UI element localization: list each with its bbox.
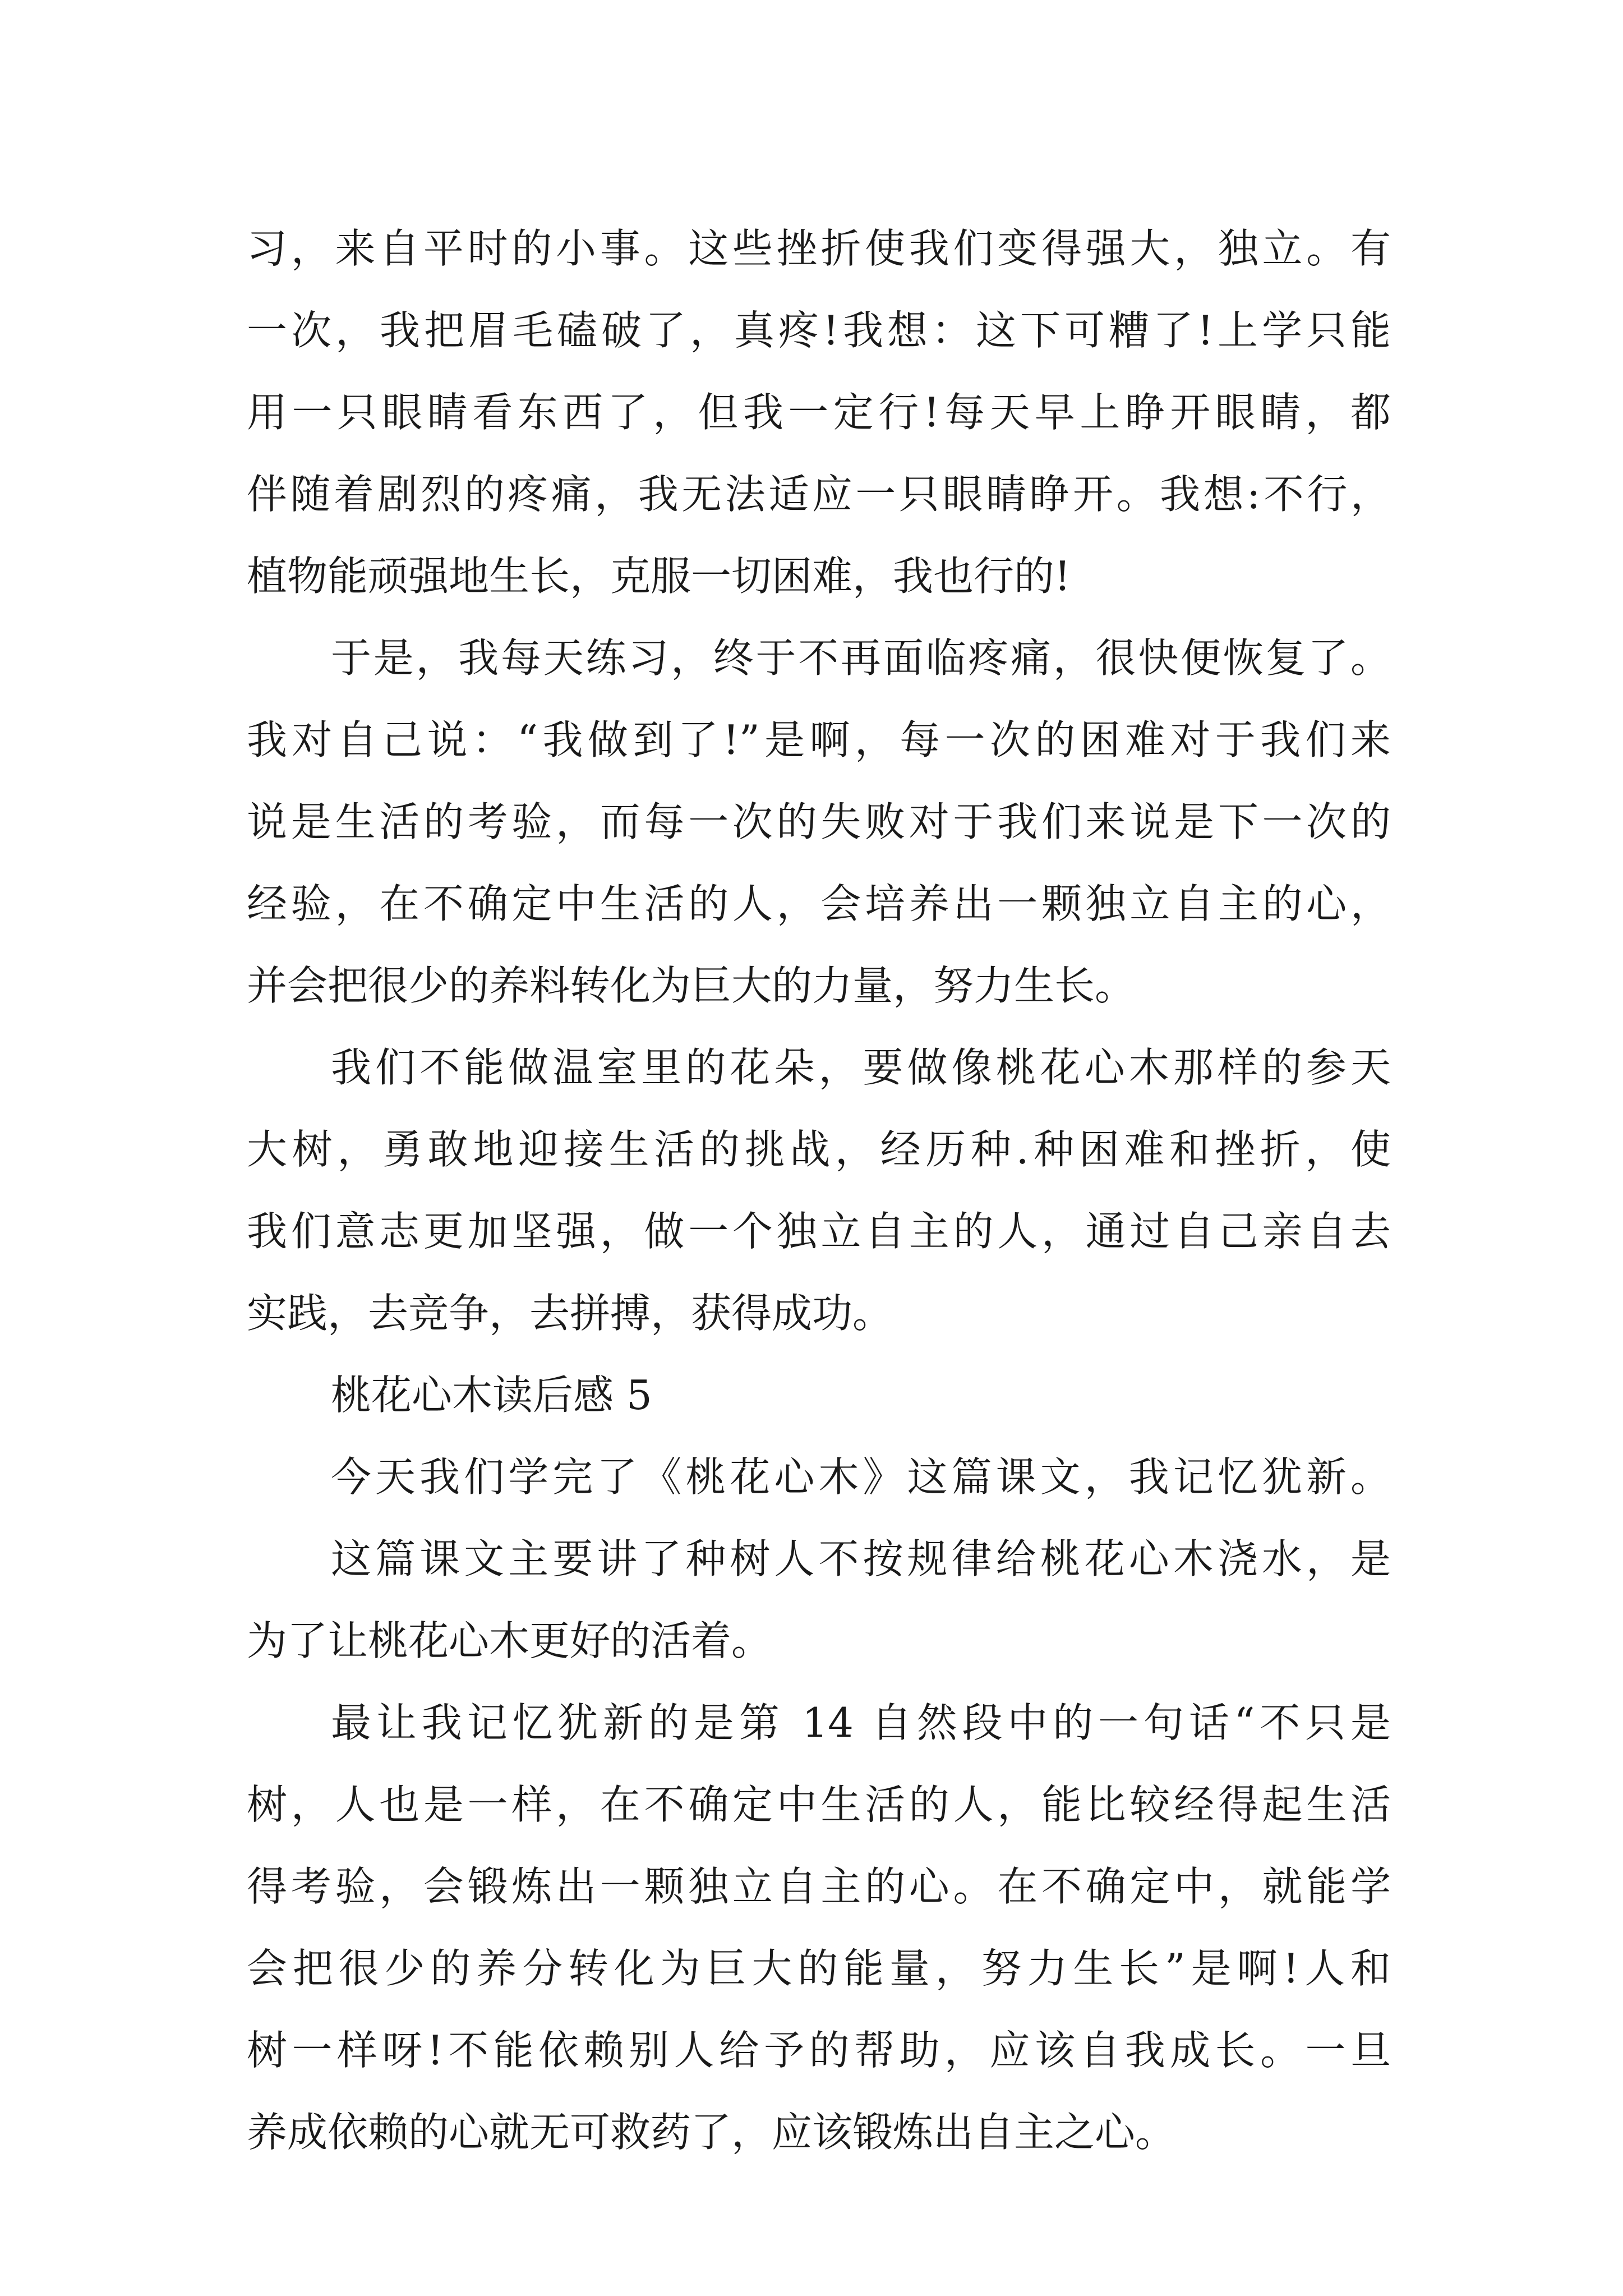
- text-line: 得考验，会锻炼出一颗独立自主的心。在不确定中，就能学: [247, 1863, 1391, 1910]
- document-body: [247, 208, 1391, 2173]
- text-line: 习，来自平时的小事。这些挫折使我们变得强大，独立。有: [247, 225, 1391, 272]
- text-line: 为了让桃花心木更好的活着。: [247, 1617, 772, 1664]
- text-line: 养成依赖的心就无可救药了，应该锻炼出自主之心。: [247, 2109, 1176, 2156]
- text-line: 植物能顽强地生长，克服一切困难，我也行的!: [247, 553, 1071, 600]
- text-line: 经验，在不确定中生活的人，会培养出一颗独立自主的心，: [247, 880, 1391, 927]
- text-line: 说是生活的考验，而每一次的失败对于我们来说是下一次的: [247, 798, 1391, 845]
- text-line: 最让我记忆犹新的是第 14 自然段中的一句话“不只是: [331, 1699, 1391, 1746]
- text-line: 用一只眼睛看东西了，但我一定行!每天早上睁开眼睛，都: [247, 389, 1391, 436]
- text-line: 这篇课文主要讲了种树人不按规律给桃花心木浇水，是: [331, 1535, 1391, 1582]
- text-line: 我对自己说：“我做到了!”是啊，每一次的困难对于我们来: [247, 716, 1391, 763]
- text-line: 树，人也是一样，在不确定中生活的人，能比较经得起生活: [247, 1781, 1391, 1828]
- text-line: 今天我们学完了《桃花心木》这篇课文，我记忆犹新。: [331, 1453, 1391, 1501]
- text-line: 我们意志更加坚强，做一个独立自主的人，通过自己亲自去: [247, 1208, 1391, 1255]
- text-line: 实践，去竞争，去拼搏，获得成功。: [247, 1290, 893, 1337]
- text-line: 伴随着剧烈的疼痛，我无法适应一只眼睛睁开。我想:不行，: [247, 471, 1391, 518]
- text-line: 会把很少的养分转化为巨大的能量，努力生长”是啊!人和: [247, 1945, 1391, 1992]
- text-line: 树一样呀!不能依赖别人给予的帮助，应该自我成长。一旦: [247, 2027, 1391, 2074]
- text-line: 我们不能做温室里的花朵，要做像桃花心木那样的参天: [331, 1044, 1391, 1091]
- text-line: 并会把很少的养料转化为巨大的力量，努力生长。: [247, 962, 1136, 1009]
- text-line: 一次，我把眉毛磕破了，真疼!我想：这下可糟了!上学只能: [247, 307, 1391, 354]
- text-line: 大树，勇敢地迎接生活的挑战，经历种.种困难和挫折，使: [247, 1126, 1391, 1173]
- section-heading: 桃花心木读后感 5: [331, 1372, 652, 1419]
- text-line: 于是，我每天练习，终于不再面临疼痛，很快便恢复了。: [331, 634, 1391, 682]
